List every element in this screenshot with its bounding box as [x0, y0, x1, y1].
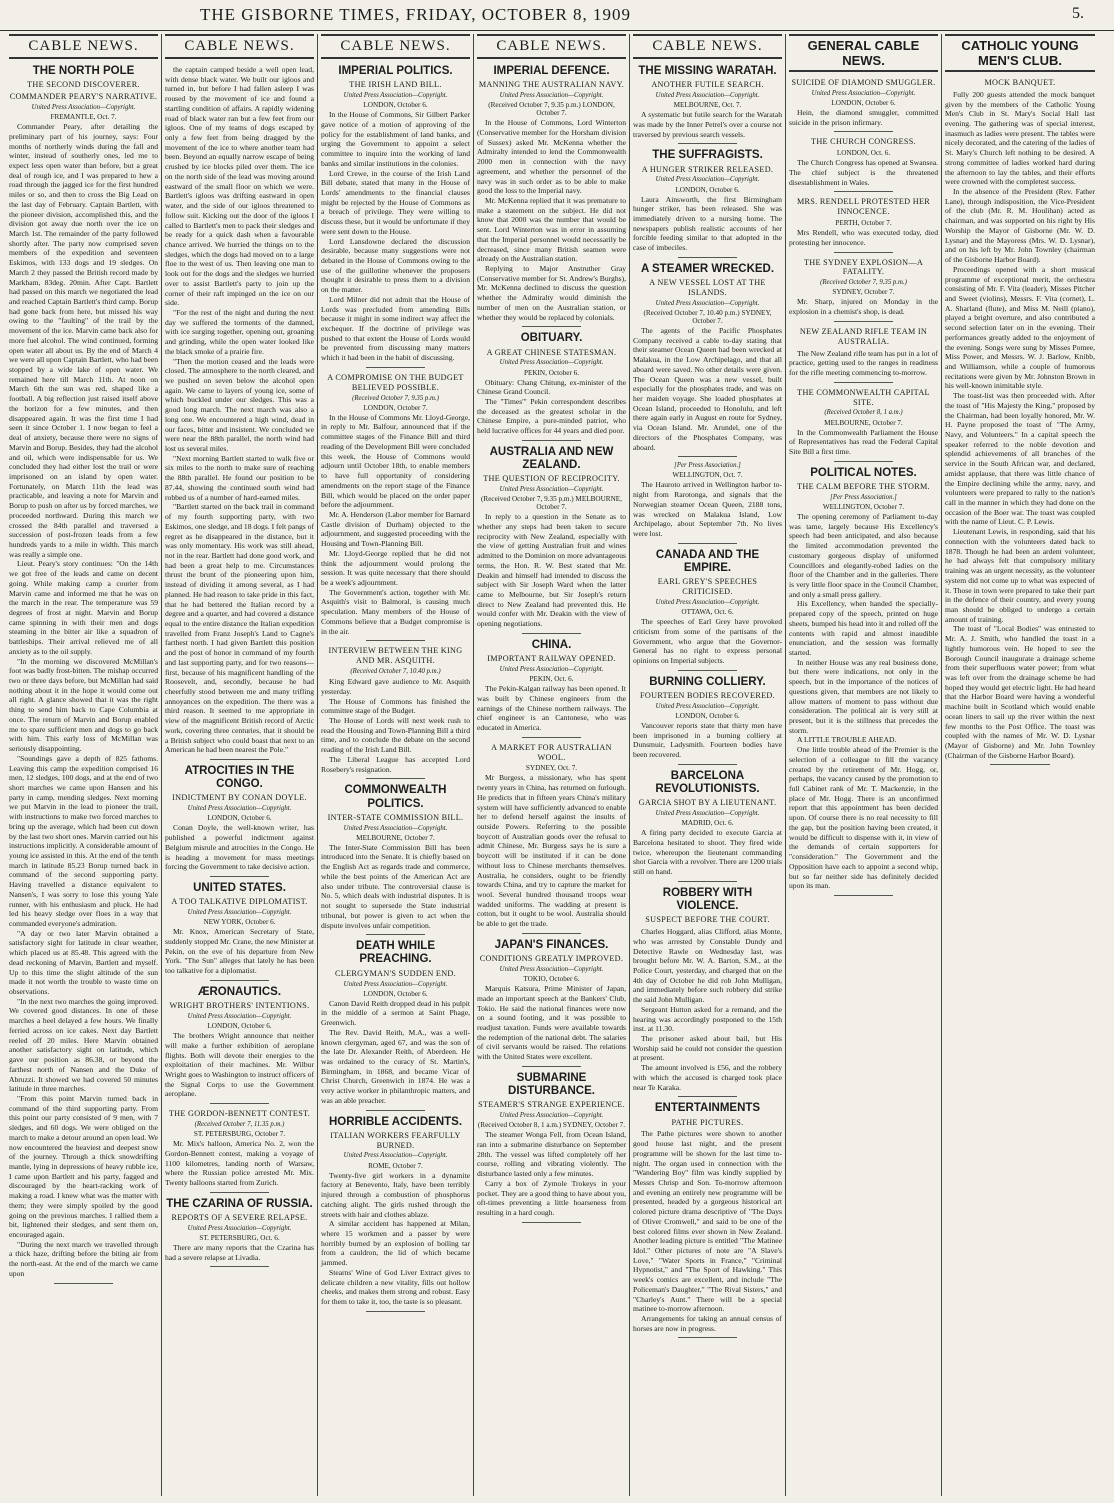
article-paragraph: Mrs Rendell, who was executed today, died protesting her innocence.: [789, 228, 938, 247]
article-paragraph: A similar accident has happened at Milan, where 15 workmen and a passer by were horribly burned by an explosion of boiling tar from a cauldron, the lid of which became jammed.: [321, 1219, 470, 1268]
article-paragraph: The prisoner asked about bail, but His Worship said he could not consider the question at present.: [633, 1033, 782, 1063]
article-title: IMPERIAL POLITICS.: [338, 65, 453, 77]
newspaper-columns: [6, 34, 1108, 1500]
article-title: THE MISSING WARATAH.: [638, 65, 777, 77]
article-subheading: INDICTMENT BY CONAN DOYLE.: [172, 793, 307, 803]
column: [942, 34, 1098, 1496]
article: [165, 1198, 314, 1268]
dateline: ROME, October 7.: [368, 1161, 423, 1170]
press-credit: United Press Association—Copyright.: [655, 92, 760, 100]
article-paragraph: "In the morning we discovered McMillan's foot was badly frost-bitten. The mishap occurred two or three days before, but McMillan had said nothing about it in the hope it would come out all right. A glance showed that it was the right thing to send him back to Cape Columbia at once. The return of Marvin and Borup enabled me to spare sufficient men and dogs to go back with him. This early loss of McMillan was seriously disappointing.: [9, 656, 158, 754]
article-paragraph: The Inter-State Commission Bill has been introduced into the Senate. It is chiefly based on the English Act as regards trade and commerce, while the best points of the American Act are also under tribute. The controversial clause is No. 5, which deals with industrial disputes. It is not sought to supersede the State industrial tribunal, but power is given to act when the dispute involves unfair competition.: [321, 842, 470, 930]
article-paragraph: In the Commonwealth Parliament the House of Representatives has read the Federal Capital Site Bill a first time.: [789, 427, 938, 456]
article-paragraph: The House of Lords will next week rush to read the Housing and Town-Planning Bill a third time, and to conclude the debate on the second reading of the Irish Land Bill.: [321, 716, 470, 755]
press-credit: United Press Association—Copyright.: [499, 965, 604, 973]
article: [789, 78, 938, 132]
article-paragraph: The Rev. David Reith, M.A., was a well-known clergyman, aged 67, and was the son of the late Dr. Alexander Reith, of Aberdeen. He was ordained to the curacy of St. Martin's, Birmingham, in 1868, and became Vicar of Christ Church, Greenwich in 1874. He was a very active worker in philanthropic matters, and was an able preacher.: [321, 1027, 470, 1105]
dateline: MELBOURNE, October 7.: [356, 833, 435, 842]
press-credit: United Press Association—Copyright.: [31, 103, 136, 111]
article-subheading: SUSPECT BEFORE THE COURT.: [645, 915, 770, 925]
press-credit: United Press Association—Copyright.: [187, 1012, 292, 1020]
article: [633, 149, 782, 258]
press-credit: United Press Association—Copyright.: [187, 805, 292, 813]
article-title: UNITED STATES.: [193, 882, 286, 895]
article-paragraph: Lord Crewe, in the course of the Irish Land Bill debate, stated that many in the House of Lords' amendments to the financial clauses might be rejected by the House of Commons as a breach of privilege. They were willing to discuss these, but it would be unfortunate if they were sent down to the House.: [321, 168, 470, 236]
column-heading: CABLE NEWS.: [9, 34, 158, 59]
article-paragraph: The Government's action, together with Mr. Asquith's visit to Balmoral, is causing much speculation. Many members of the House of Commons believe that a Budget compromise is in the air.: [321, 587, 470, 636]
press-credit: United Press Association—Copyright.: [499, 665, 604, 673]
article-subheading: NEW ZEALAND RIFLE TEAM IN AUSTRALIA.: [799, 326, 928, 346]
article-paragraph: The Liberal League has accepted Lord Rosebery's resignation.: [321, 754, 470, 774]
article-paragraph: Vancouver reports state that thirty men have been imprisoned in a burning colliery at Dunsmuir, Ladysmith. Fourteen bodies have been recovered.: [633, 720, 782, 760]
column: [786, 34, 942, 1496]
article-subheading: MANNING THE AUSTRALIAN NAVY.: [478, 80, 625, 90]
article: [789, 467, 938, 896]
article-title: THE SUFFRAGISTS.: [652, 149, 763, 162]
dateline: MELBOURNE, October 7.: [824, 418, 903, 427]
dateline: LONDON, October 6.: [831, 99, 896, 107]
article-paragraph: "Bartlett started on the back trail in command of my fourth supporting party, with two Eskimos, one sledge, and 18 dogs. I felt pangs of regret as he disappeared in the distance, but it was only momentary. His work was still ahead, not in the rear. Bartlett had done good work, and had been a great help to me. Circumstances thrust the brunt of the pioneering upon him, instead of dividing it among several, as I had planned. He had reason to take pride in this fact, that he had bettered the Italian record by a degree and a quarter, and had covered a distance equal to the entire distance the Italian expedition travelled from Franz Joseph's Land to Cagne's farthest north. I had given Bartlett this position and the post of honor in command of my fourth and last supporting party, and for two reasons—first, because of his magnificent handling of the Roosevelt, and, secondly, because he had cheerfully stood between me and many trifling annoyances on the expedition. The there was a third reason. It seemed to me appropriate in view of the magnificent British record of Arctic work, covering three centuries, that it should be a British subject who could boast that next to an American he had been nearest the Pole.": [165, 502, 314, 755]
article-subheading: THE IRISH LAND BILL.: [349, 80, 442, 90]
article-subheading: MRS. RENDELL PROTESTED HER INNOCENCE.: [796, 197, 931, 217]
article-subheading: THE CHURCH CONGRESS.: [811, 137, 916, 147]
article-subheading: COMMANDER PEARY'S NARRATIVE.: [9, 92, 158, 102]
article-paragraph: His Excellency, when handed the specially-prepared copy of the speech, printed on huge sheets, bumped his head into it and rolled off the contents with rapid and almost inaudible enunciation, and the session was formally started.: [789, 599, 938, 657]
article-subheading: INTER-STATE COMMISSION BILL.: [327, 812, 464, 822]
article-paragraph: "In the next two marches the going improved. We covered good distances. In one of these marches a heel delayed a few hours. We finally ferried across on ice cakes. Next day Bartlett reeled off 20 miles. Here Marvin obtained another satisfactory sight on latitude, which gave our position as 86.38, or beyond the farthest north of Nansen and the Duke of Abruzzi. It showed we had covered 50 minutes latitude in three marches.: [9, 996, 158, 1094]
article-subheading: STEAMER'S STRANGE EXPERIENCE.: [478, 1100, 625, 1110]
article-paragraph: Laura Ainsworth, the first Birmingham hunger striker, has been released. She was immediately driven to a nursing home. The newspapers publish realistic accounts of her forcible feeding similar to that adopted in the case of imbeciles.: [633, 194, 782, 253]
article-paragraph: "For the rest of the night and during the next day we suffered the torments of the damned, with ice surging together, opening out, groaning and grinding, while the open water looked like the black smoke of a prairie fire.: [165, 307, 314, 356]
press-credit: United Press Association—Copyright.: [499, 1112, 604, 1120]
article-paragraph: The opening ceremony of Parliament to-day was tame, largely because His Excellency's speech had been anticipated, and also because the limited accommodation prevented the customary gorgeous display of uniformed Councillors and elegantly-robed ladies on the floor of the Chamber and in the galleries. There is very little floor space in the Council Chamber, and only a small press gallery.: [789, 511, 938, 599]
article-paragraph: Mr. Knox, American Secretary of State, suddenly stopped Mr. Crane, the new Minister at Pekin, on the eve of his departure from New York. "The Sun" alleges that lately he has been too talkative for a diplomatist.: [165, 927, 314, 976]
dateline: (Received October 8, 1 a.m.) SYDNEY, October 7.: [477, 1121, 626, 1130]
dateline: LONDON, October 6.: [207, 1022, 272, 1031]
article-paragraph: Mr. Mix's balloon, America No. 2, won the Gordon-Bennett contest, making a voyage of 1100 kilometres, landing north of Warsaw, where the Russian police arrested Mr. Mix. Twenty balloons started from Zurich.: [165, 1139, 314, 1187]
article-subheading: ITALIAN WORKERS FEARFULLY BURNED.: [330, 1130, 461, 1150]
article-paragraph: The Church Congress has opened at Swansea. The chief subject is the threatened disestablishment in Wales.: [789, 158, 938, 187]
article-subheading: PATHE PICTURES.: [671, 1117, 744, 1127]
article: [633, 770, 782, 882]
article-title: IMPERIAL DEFENCE.: [493, 65, 610, 77]
article: [477, 65, 626, 327]
article: [633, 549, 782, 671]
article-title: COMMONWEALTH POLITICS.: [344, 784, 447, 810]
article-paragraph: Twenty-five girl workers in a dynamite factory at Benevento, Italy, have been terribly injured through a combustion of phosphorus catching alight. The girls rushed through the streets with hair and clothes ablaze.: [321, 1170, 470, 1219]
article-paragraph: The agents of the Pacific Phosphates Company received a cable to-day stating that their steamer Ocean Queen had been wrecked at Malakua, in the Low Archipelago, and that all aboard were saved. No other details were given. The Ocean Queen was a new vessel, built especially for the phosphates trade, and was on her maiden voyage. She loaded phosphates at Ocean Island, proceeded to Honolulu, and left there again early in August en route for Sydney, via Ocean Island. Mr. Arundel, one of the directors of the Phosphates Company, was aboard.: [633, 325, 782, 452]
press-credit: (Received October 7, 9.35 p.m.): [820, 279, 907, 287]
article-paragraph: A firing party decided to execute Garcia at Barcelona hesitated to shoot. They fired wide twice, whereupon the lieutenant commanding shot Garcia with a revolver. There are 1200 trials still on hand.: [633, 828, 782, 877]
article-paragraph: Mr Burgess, a missionary, who has spent twenty years in China, has returned on furlough. He predicts that in fifteen years China's military system will have sufficiently advanced to enable her to defend herself against the insults of outside Powers. Referring to the possible boycott of Australian goods over the refusal to admit Chinese, Mr. Burgess says he is sure a boycott will be instituted if it can be done without loss to Chinese merchants themselves. Australia, he considers, ought to be friendly towards China, and try to capture the market for wool. Several hundred thousand troops wear wadded uniforms. The wadding at present is cotton, but it ought to be wool. Australia should be able to get the trade.: [477, 773, 626, 929]
article-paragraph: The steamer Wonga Fell, from Ocean Island, ran into a submarine disturbance on September 28th. The vessel was lifted completely off her course, rolling and vibrating violently. The disturbance lasted only a few minutes.: [477, 1130, 626, 1179]
article-paragraph: Replying to Major Anstruther Gray (Conservative member for St. Andrew's Burghs), Mr. McKenna declined to discuss the question whether the Admiralty would diminish the number of men on the Australian station, or whether they would be replaced by colonials.: [477, 264, 626, 322]
press-credit: United Press Association—Copyright.: [187, 909, 292, 917]
article-paragraph: One little trouble ahead of the Premier is the selection of a colleague to fill the vacancy created by the retirement of Mr. Hogg, or, perhaps, the vacancy caused by the promotion to full Cabinet rank of Mr. T. Mackenzie, in the place of Mr. Hogg. There is an unconfirmed report that this appointment has been decided upon. Of course there is no real necessity to fill the gap, but the position having been created, it would be difficult to dispense with it, in view of the demands of certain supporters for "consideration." The Government and the Opposition have each to appoint a second whip, but so far neither side has definitely decided upon its man.: [789, 745, 938, 891]
article-paragraph: In reply to a question in the Senate as to whether any steps had been taken to secure reciprocity with New Zealand, especially with the view of getting Australian fruit and wines admitted to the Dominion on more advantageous terms, the Hon. R. W. Best stated that Mr. Deakin and himself had intended to discuss the subject with Sir Joseph Ward when the latter came to Melbourne, but Sir Joseph's return direct to New Zealand had prevented this. He would confer with Mr. Deakin with the view of opening negotiations.: [477, 512, 626, 629]
article-subheading: CLERGYMAN'S SUDDEN END.: [335, 968, 456, 978]
article: [165, 882, 314, 981]
article-paragraph: Proceedings opened with a short musical programme of exceptional merit, the orchestra consisting of Mr. F. Vita (leader), Misses Pitcher and Sweet (violins), Messrs. F. Vita (cornet), L. A. Sharland (flute), and Miss M. Neill (piano), played a bright overture, and also contributed a second selection later on in the evening. Their performances greatly added to the enjoyment of the evening. Songs were sung by Misses Pomee, Miss Power, and Messrs. W. J. Barlow, Knibb, and Williamson, while a couple of humorous recitations were given by Mr. Johnston Brown in his well-known inimitable style.: [945, 264, 1095, 391]
masthead: [0, 0, 1114, 31]
article-paragraph: The House of Commons has finished the committee stage of the Budget.: [321, 696, 470, 716]
dateline: (Received October 7, 9.35 p.m.) MELBOURNE, October 7.: [481, 495, 622, 512]
article: [165, 986, 314, 1104]
article-paragraph: The New Zealand rifle team has put in a lot of practice, getting used to the ranges in readiness for the rifle meeting commencing to-morrow.: [789, 348, 938, 377]
press-credit: United Press Association—Copyright.: [499, 92, 604, 100]
article-title: HORRIBLE ACCIDENTS.: [328, 1115, 463, 1128]
article-title: ATROCITIES IN THE CONGO.: [184, 765, 295, 791]
article-paragraph: Marquis Katsura, Prime Minister of Japan, made an important speech at the Bankers' Club, Tokio. He said the national finances were now on a sound footing, and it was possible to readjust taxation. Funds were available towards the redemption of the national debt. The salaries of civil servants would be raised. The relations with the United States were excellent.: [477, 984, 626, 1062]
article-paragraph: Charles Hoggard, alias Clifford, alias Monte, who was arrested by Constable Dundy and Detective Rawle on Wednesday last, was brought before Mr. W. A. Barton, S.M., at the Police Court, yesterday, and charged that on the 4th day of October he did rob John Mulligan, and immediately before such robbery did strike the said John Mulligan.: [633, 927, 782, 1005]
article: [321, 646, 470, 779]
article-paragraph: Sergeant Hutton asked for a remand, and the hearing was accordingly postponed to the 15th inst. at 11.30.: [633, 1004, 782, 1034]
dateline: (Received October 7, 10.40 p.m.) SYDNEY, October 7.: [643, 308, 772, 325]
article: [165, 65, 314, 760]
article-subheading: SUICIDE OF DIAMOND SMUGGLER.: [791, 78, 936, 87]
article-paragraph: Lord Milner did not admit that the House of Lords was precluded from amending Bills because it might in some indirect way affect the exchequer. If the doctrine of privilege was pushed to that extent the House of Lords would be prevented from discussing many matters which it had been in the habit of discussing.: [321, 294, 470, 363]
article-subheading: A TOO TALKATIVE DIPLOMATIST.: [171, 897, 308, 907]
press-credit: United Press Association—Copyright.: [343, 92, 448, 100]
article-subheading: A COMPROMISE ON THE BUDGET BELIEVED POSSIBLE.: [327, 372, 464, 392]
press-credit: (Received October 7, 11.35 p.m.): [194, 1120, 285, 1128]
page-number: 5.: [1072, 5, 1084, 22]
article-paragraph: Commander Peary, after detailing the preliminary part of his journey, says: Four months of northerly winds during the fall and winter, instead of southerly ones, led me to expect less open water than before, but a great deal of rough ice, and I was prepared to hew a road through the jagged ice for the first hundred miles or so, and then to cross the Big Lead on the last day of February. Captain Bartlett, with the pioneer division, accomplished this, and the division got away due north over the ice on March 1st. The remainder of the party followed shortly after. The party now comprised seven members of the expedition and seventeen Eskimos, with 133 dogs and 19 sledges. On March 2 they passed the British record made by Markham, 83deg. 20min. After Capt. Bartlett had passed on this march we negotiated the lead and reached Captain Bartlett's third camp. Borup had gone back from here, but missed his way owing to the "faulting" of the trail by the movement of the ice. Marvin came back also for more fuel alcohol. The wind continued, forming open water all about us. By the end of March 4 we were all upon Captain Bartlett, who had been stopped by a wide lake of open water. We remained here till March 11th. At noon on March 6th the sun was red, shaped like a football. A big reflection just raised itself above the horizon for a few minutes, and then disappeared again. It was the first time I had seen it since October 1. I now began to feel a deal of anxiety, because there were no signs of Marvin and Borup. Besides, they had the alcohol and oil, which were indispensable for us. We concluded they had either lost the trail or were imprisoned on an island by open water. Fortunately, on March 11th the lead was practicable, and leaving a note for Marvin and Borup to push on after us by forced marches, we proceeded northward. During this march we crossed the 84th parallel and traversed a succession of post-frozen leads from a few hundreds yards to a mile in width. This march was really a simple one.: [9, 122, 158, 559]
column: [6, 34, 162, 1496]
article-subheading: A NEW VESSEL LOST AT THE ISLANDS.: [649, 278, 766, 297]
article-paragraph: Lieutenant Lewis, in responding, said that his connection with the volunteers dated back to 1878. Though he had been an ardent volunteer, he had always felt that compulsory military training was an urgent necessity, as the volunteer system did not come up to what was expected of it. Those in town were prepared to take their part in the defence of their country, and every young man should be obliged to undergo a certain amount of training.: [945, 527, 1095, 624]
article-title: ENTERTAINMENTS: [654, 1102, 761, 1115]
article-paragraph: The Pathe pictures were shown to another good house last night, and the present programme will be shown for the last time to-night. The organ used in connection with the "Wandering Boy" film was kindly supplied by Messrs Chrisp and Son. To-morrow afternoon and evening an entirely new programme will be presented, headed by a gorgeous historical art colored picture drama descriptive of "The Days of Oliver Cromwell," and said to be one of the best colored films ever shown in New Zealand. Another leading picture is entitled "The Matinee Idol." Other pictures of note are "A Slave's Love," "Water Sports in France," "Criminal Hypnotist," and "The Sport of Hawking." This week's comics are excellent, and include "The Policeman's Daughter," "The Rival Sisters," and "Charley's Aunt." There will be a special matinee to-morrow afternoon.: [633, 1129, 782, 1314]
dateline: WELLINGTON, October 7.: [822, 502, 905, 511]
article-paragraph: Stearns' Wine of God Liver Extract gives to delicate children a new vitality, fills out hollow cheeks, and makes them strong and robust. Easy for them to take it, too, the taste is so pleasant.: [321, 1267, 470, 1306]
column: [630, 34, 786, 1496]
article-title: CANADA AND THE EMPIRE.: [655, 548, 760, 574]
article-paragraph: In the House of Commons, Sir Gilbert Parker gave notice of a motion of approving of the policy for the establishment of land banks, and urging the Government to appoint a select committee to inquire into the working of land banks and similar institutions in the colonies.: [321, 110, 470, 168]
article: [477, 1072, 626, 1223]
press-credit: United Press Association—Copyright.: [343, 980, 448, 988]
article-paragraph: "From this point Marvin turned back in command of the third supporting party. From this point our party consisted of 9 men, with 7 sledges, and 60 dogs. We were obliged on the march to make a detour around an open lead. We now encountered the heaviest and deepest snow of the journey. Through a thick snowdrifting mantle, lying in depressions of heavy rubble ice, I came upon Bartlett and his party, fagged and discouraged by the heart-racking work of making a road. I knew what was the matter with them; they were simply spoiled by the good going on the previous marches. I rallied them a bit, lightened their sledges, and sent them on, encouraged again.: [9, 1093, 158, 1239]
article-paragraph: The speeches of Earl Grey have provoked criticism from some of the partisans of the Government, who argue that the Governor-General has no right to express personal opinions on Imperial subjects.: [633, 617, 782, 665]
press-credit: (Received October 7, 10.40 p.m.): [350, 667, 441, 675]
press-credit: United Press Association—Copyright.: [187, 1224, 292, 1232]
article-title: BURNING COLLIERY.: [649, 675, 766, 688]
article: [321, 784, 470, 935]
article: [321, 373, 470, 641]
article: [477, 639, 626, 738]
press-credit: United Press Association—Copyright.: [655, 176, 760, 184]
column-heading: CABLE NEWS.: [633, 34, 782, 59]
article-subheading: THE CALM BEFORE THE STORM.: [797, 481, 930, 491]
column: [474, 34, 630, 1496]
article-subheading: CONDITIONS GREATLY IMPROVED.: [479, 954, 624, 964]
article: [789, 258, 938, 322]
article-subheading: THE GORDON-BENNETT CONTEST.: [168, 1109, 311, 1119]
column-heading: CABLE NEWS.: [165, 34, 314, 59]
article-title: ROBBERY WITH VIOLENCE.: [662, 886, 753, 912]
article: [477, 743, 626, 934]
column-heading: CABLE NEWS.: [477, 34, 626, 59]
article-paragraph: Mr. Sharp, injured on Monday in the explosion in a chemist's shop, is dead.: [789, 297, 938, 317]
dateline: WELLINGTON, Oct. 7.: [672, 471, 743, 480]
article-subheading: INTERVIEW BETWEEN THE KING AND MR. ASQUITH.: [328, 646, 463, 666]
article: [633, 263, 782, 457]
article-paragraph: Lieut. Peary's story continues: "On the 14th we got free of the leads and came on decent going. While making camp a courier from Marvin came and informed me that he was on the march in the rear. The temperature was 59 degrees of frost at night. Marvin and Borup came spinning in with their men and dogs steaming in the bitter air like a squadron of battleships. Their arrival relieved me of all anxiety as to the oil supply.: [9, 559, 158, 656]
article: [633, 1102, 782, 1338]
column: [318, 34, 474, 1496]
article-paragraph: Mr. Lloyd-George replied that he did not think the adjournment would prolong the session. It was quite necessary that there should be a week's adjournment.: [321, 548, 470, 587]
article-paragraph: There are many reports that the Czarina has had a severe relapse at Livadia.: [165, 1242, 314, 1262]
article: [789, 388, 938, 462]
article-subheading: ANOTHER FUTILE SEARCH.: [651, 80, 764, 90]
article-paragraph: The "Times'" Pekin correspondent describes the deceased as the greatest scholar in the Chinese Empire, a pure-minded patriot, who held lucrative offices for 44 years and died poor.: [477, 396, 626, 436]
dateline: LONDON, October 7.: [363, 403, 428, 412]
article-paragraph: Mr. McKenna replied that it was premature to make a statement on the subject. He did not know that 2000 was the number that would be sent. Lord Winterton was in error in assuming that the Imperial personnel would necessarily be decreased, since many British seamen were already on the Australian station.: [477, 195, 626, 264]
dateline: FREMANTLE, Oct. 7.: [50, 113, 117, 122]
article-subheading: A GREAT CHINESE STATESMAN.: [486, 347, 617, 357]
article-title: THE NORTH POLE: [32, 65, 135, 77]
press-credit: (Received October 7, 9.35 p.m.): [352, 394, 439, 402]
article-subheading: MOCK BANQUET.: [984, 78, 1056, 87]
dateline: PEKIN, October 6.: [523, 368, 580, 377]
article-title: AUSTRALIA AND NEW ZEALAND.: [489, 445, 614, 472]
article-subheading: WRIGHT BROTHERS' INTENTIONS.: [169, 1001, 310, 1011]
article: [789, 197, 938, 252]
article-paragraph: Fully 200 guests attended the mock banquet given by the members of the Catholic Young Men's Club in St. Mary's Social Hall last evening. The gathering was of special interest, inasmuch as ladies were present. The tables were nicely decorated, and the catering of the ladies of St. Mary's Church left nothing to be desired. A strong committee of ladies worked hard during the afternoon to lay the tables, and their efforts were crowned with the completest success.: [945, 89, 1095, 187]
press-credit: United Press Association—Copyright.: [655, 299, 760, 307]
article-subheading: IMPORTANT RAILWAY OPENED.: [487, 654, 616, 664]
article: [633, 887, 782, 1098]
dateline: PERTH, October 7.: [835, 219, 892, 228]
article-title: SUBMARINE DISTURBANCE.: [508, 1071, 595, 1098]
article-paragraph: "Next morning Bartlett started to walk five or six miles to the north to make sure of reaching the 88th parallel. He found our position to be 87.44, showing the continued south wind had robbed us of a number of hard-earned miles.: [165, 453, 314, 502]
article-paragraph: In neither House was any real business done, but there were indications, not only in the speech, but in the importance of the notices of questions given, that members are not likely to allow matters of moment to pass without due consideration. The political air is very still at present, but it is the stillness that precedes the storm.: [789, 657, 938, 735]
article-title: POLITICAL NOTES.: [810, 466, 917, 479]
article: [633, 676, 782, 765]
article-paragraph: Arrangements for taking an annual census of horses are now in progress.: [633, 1314, 782, 1333]
article-paragraph: In the House of Commons, Lord Winterton (Conservative member for the Horsham division of Sussex) asked Mr. McKenna whether the Admiralty intended to lend the Commonwealth 2000 men in connection with the navy agreement, and whether the personnel of the navy was in such order as to be able to make good the loss to the Imperial navy.: [477, 118, 626, 196]
dateline: SYDNEY, Oct. 7.: [525, 764, 578, 773]
press-credit: (Received October 8, 1 a.m.): [824, 409, 903, 417]
article-subheading: THE SYDNEY EXPLOSION—A FATALITY.: [803, 257, 924, 277]
dateline: (Received October 7, 9.35 p.m.) LONDON, October 7.: [488, 101, 615, 118]
article-subheading: GARCIA SHOT BY A LIEUTENANT.: [638, 798, 777, 808]
article: [789, 137, 938, 192]
press-credit: United Press Association—Copyright.: [343, 824, 448, 832]
article-paragraph: King Edward gave audience to Mr. Asquith yesterday.: [321, 677, 470, 696]
article-subheading: THE COMMONWEALTH CAPITAL SITE.: [797, 387, 930, 407]
article: [321, 1116, 470, 1312]
article: [633, 65, 782, 144]
article-subheading: A MARKET FOR AUSTRALIAN WOOL.: [491, 742, 612, 762]
article-title: OBITUARY.: [520, 332, 583, 345]
press-credit: United Press Association—Copyright.: [343, 1152, 448, 1160]
article: [321, 940, 470, 1110]
press-credit: United Press Association—Copyright.: [655, 702, 760, 710]
column: [162, 34, 318, 1496]
dateline: LONDON, October 6.: [675, 711, 740, 720]
dateline: ST. PETERSBURG, Oct. 6.: [199, 1233, 280, 1242]
article-subheading: A HUNGER STRIKER RELEASED.: [641, 164, 774, 174]
article-paragraph: Conan Doyle, the well-known writer, has published a powerful indictment against Belgium misrule and atrocities in the Congo. He is heading a movement for mass meetings forcing the Government to take decisive action.: [165, 823, 314, 872]
press-credit: United Press Association—Copyright.: [499, 486, 604, 494]
article-paragraph: In the absence of the President (Rev. Father Lane), through indisposition, the Vice-President of the club (Mr. R. M. Houlihan) acted as chairman, and was supported on his right by His Worship the Mayor of Gisborne (Mr. W. D. Lysnar) and the Mayoress (Mrs. W. D. Lysnar), and on his left by Mr. John Townley (chairman of the Gisborne Harbor Board).: [945, 187, 1095, 265]
article-paragraph: A LITTLE TROUBLE AHEAD.: [797, 735, 897, 745]
article-paragraph: "During the next march we travelled through a thick haze, drifting before the biting air from the north-east. At the end of the march we came upon: [9, 1239, 158, 1278]
press-credit: United Press Association—Copyright.: [655, 810, 760, 818]
article: [477, 446, 626, 634]
article-subheading: EARL GREY'S SPEECHES CRITICISED.: [657, 577, 758, 597]
article: [789, 327, 938, 383]
article-paragraph: Mr. A. Henderson (Labor member for Barnard Castle division of Durham) objected to the adjournment, and suggested proceeding with the Housing and Town-Planning Bill.: [321, 509, 470, 549]
column-heading: GENERAL CABLE NEWS.: [789, 34, 938, 72]
article-title: CHINA.: [531, 638, 572, 651]
dateline: LONDON, October 6.: [363, 101, 428, 110]
article-paragraph: Canon David Reith dropped dead in his pulpit in the middle of a sermon at Saint Phage, Greenwich.: [321, 998, 470, 1028]
dateline: ST. PETERSBURG, October 7.: [193, 1130, 286, 1139]
article-paragraph: The Hauroto arrived in Wellington harbor to-night from Rarotonga, and signals that the Norwegian steamer Ocean Queen, 2188 tons, was wrecked on Malakua Island, Low Archipelago, about September 7th. No lives were lost.: [633, 480, 782, 539]
dateline: MELBOURNE, Oct. 7.: [673, 101, 742, 110]
press-credit: United Press Association—Copyright.: [811, 89, 916, 97]
article-paragraph: The Pekin-Kalgan railway has been opened. It was built by Chinese engineers from the earnings of the Chinese northern railways. The chief engineer is an Cantonese, who was educated in America.: [477, 684, 626, 732]
article: [477, 332, 626, 441]
dateline: LONDON, October 6.: [363, 989, 428, 998]
article-paragraph: "Soundings gave a depth of 825 fathoms. Leaving this camp the expedition comprised 16 men, 12 sledges, 100 dogs, and at the end of two short marches we came upon Hansen and his party in camp, mending sledges. Next morning we put Marvin in the lead to pioneer the trail, with instructions to make two forced marches to bring up the average, which had been cut down by the last two short ones. Marvin carried out his instructions implicitly. A considerable amount of young ice assisted in this. At the end of the tenth march in latitude 85.23 Borup turned back in command of the second supporting party. Having travelled a distance equivalent to Nansen's, I was sorry to lose this young Yale runner, with his enthusiasm and pluck. He had led his heavy sledge over floes in a way that commanded everyone's admiration.: [9, 753, 158, 928]
article: [9, 65, 158, 1284]
press-credit: United Press Association—Copyright.: [655, 598, 760, 606]
article-paragraph: Obituary: Chang Chitung, ex-minister of the Chinese Grand Council.: [477, 377, 626, 397]
article-paragraph: The brothers Wright announce that neither will make a further exhibition of aeroplane flights. Both will devote their energies to the exploitation of their machines. Mr. Wilbur Wright goes to Washington to instruct officers of the Signal Corps to use the Government aeroplane.: [165, 1031, 314, 1099]
article-paragraph: The toast-list was then proceeded with. After the toast of "His Majesty the King," proposed by the Chairman, had been loyally honored, Mr. W. H. Payne proposed the toast of "The Army, Navy, and Volunteers." In a capital speech the speaker referred to the noble devotion and splendid achievements of all branches of the service in the South African war, and declared, amidst applause, that there was little chance of the Empire declining while the army, navy, and volunteers were prepared to rally to the nation's call in the manner in which they had done on the occasion of the Boer war. The toast was coupled with the name of Lieut. C. P. Lewis.: [945, 391, 1095, 527]
dateline: PEKIN, Oct. 6.: [529, 675, 574, 684]
dateline: TOKIO, October 6.: [523, 975, 580, 984]
article: [477, 939, 626, 1067]
press-credit: [Per Press Association.]: [830, 493, 897, 501]
article-paragraph: The amount involved is £56, and the robbery with which the accused is charged took place near Te Karaka.: [633, 1063, 782, 1092]
article-paragraph: "A day or two later Marvin obtained a satisfactory sight for latitude in clear weather, which placed us at 85.48. This agreed with the dead reckoning of Marvin, Bartlett and myself. Up to this time the slight altitude of the sun made it not worth the trouble to waste time on observations.: [9, 928, 158, 997]
dateline: SYDNEY, October 7.: [832, 288, 895, 297]
article-paragraph: In the House of Commons Mr. Lloyd-George, in reply to Mr. Balfour, announced that if the committee stages of the Finance Bill and third reading of the Development Bill were concluded this week, the House of Commons would adjourn until October 18th, to enable members to have full opportunity of considering amendments on the report stage of the Finance Bill, which would be placed on the order paper before the adjournment.: [321, 412, 470, 510]
article: [321, 65, 470, 368]
article-subheading: THE QUESTION OF RECIPROCITY.: [483, 474, 620, 484]
column-heading: CABLE NEWS.: [321, 34, 470, 59]
article-subheading: THE SECOND DISCOVERER.: [27, 80, 140, 90]
article-subheading: FOURTEEN BODIES RECOVERED.: [640, 690, 775, 700]
article-paragraph: A systematic but futile search for the Waratah was made by the Inner Petrel's over a course not traversed by previous search vessels.: [633, 110, 782, 139]
article: [945, 78, 1095, 765]
article-paragraph: Lord Lansdowne declared the discussion desirable, because many suggestions were not debated in the House of Commons owing to the use of the guillotine whenever the proposers thought it desirable to press them to a division on the matter.: [321, 236, 470, 295]
article: [633, 462, 782, 543]
article-title: A STEAMER WRECKED.: [640, 262, 775, 275]
article-title: BARCELONA REVOLUTIONISTS.: [655, 769, 760, 795]
press-credit: United Press Association—Copyright.: [499, 359, 604, 367]
article-paragraph: "Then the motion ceased and the leads were closed. The atmosphere to the north cleared, and we pushed on seven below the alcohol open again. We came to layers of young ice, some of which buckled under our sledges. This was a good long march. The next march was also a long one. We encountered a high wind, dead in our faces, bitter and insistent. We concluded we were near the 88th parallel, the north wind had lost us several miles.: [165, 356, 314, 454]
dateline: OTTAWA, Oct. 6.: [681, 608, 734, 617]
dateline: LONDON, October 6.: [207, 814, 272, 823]
article-title: DEATH WHILE PREACHING.: [355, 940, 435, 966]
dateline: LONDON, October 6.: [675, 185, 740, 194]
newspaper-title: THE GISBORNE TIMES, FRIDAY, OCTOBER 8, 1909: [200, 5, 632, 24]
article-subheading: REPORTS OF A SEVERE RELAPSE.: [171, 1212, 308, 1222]
dateline: MADRID, Oct. 6.: [681, 819, 734, 828]
article: [165, 1109, 314, 1193]
article-title: THE CZARINA OF RUSSIA.: [166, 1197, 313, 1210]
dateline: NEW YORK, October 6.: [203, 918, 276, 927]
dateline: LONDON, Oct. 6.: [836, 149, 891, 158]
press-credit: [Per Press Association.]: [674, 462, 741, 470]
article-paragraph: the captain camped beside a well open lead, with dense black water. We built our igloos and turned in, but before I had fallen asleep I was roused by the movement of ice and found a startling condition of affairs. A rapidly widening road of black water ran but a few feet from our igloos. One of my teams of dogs escaped by only a few feet from being dragged by the movement of the ice to where another team had been. Beyond an equally narrow escape of being crushed by ice blocks piled over them. The ice on the north side of the lead was moving around eastward of the small floor on which we were. Bartlett's igloos was drifting eastward in open water, and the side of our igloos threatened to follow suit. Kicking out the door of the igloos I called to Bartlett's men to pack their sledges and be ready for a quick dash when a favourable chance arrived. We hurried the things on to the sledges, which the dogs had moved on to a large floe to the west of us. Then leaving one man to look out for the dogs and the sledges we hurried over to assist Bartlett's party to join up the corner of their raft impinged on the ice on our side.: [165, 65, 314, 308]
column-heading: CATHOLIC YOUNG MEN'S CLUB.: [945, 34, 1095, 72]
article: [165, 765, 314, 877]
article-paragraph: The toast of "Local Bodies" was entrusted to Mr. A. J. Smith, who handled the toast in a lightly humorous vein. He hoped to see the Borough Council inaugurate a drainage scheme from their superfluous water power; from what was left over from the drainage scheme he had hoped they would get electric light. He had heard that the Harbor Board were having a wonderful machine built in Scotland which would enable ocean liners to sail up the river within the next few months to the Post Office. The toast was coupled with the names of Mr. W. D. Lysnar (Mayor of Gisborne) and Mr. John Townley (Chairman of the Gisborne Harbor Board).: [945, 624, 1095, 760]
article-title: JAPAN'S FINANCES.: [494, 938, 609, 951]
article-paragraph: Hein, the diamond smuggler, committed suicide in the prison infirmary.: [789, 108, 938, 127]
article-paragraph: Carry a box of Zymole Trokeys in your pocket. They are a good thing to have about you, oft-times preventing a little hoarseness from resulting in a hard cough.: [477, 1178, 626, 1218]
article-title: ÆRONAUTICS.: [197, 985, 282, 998]
